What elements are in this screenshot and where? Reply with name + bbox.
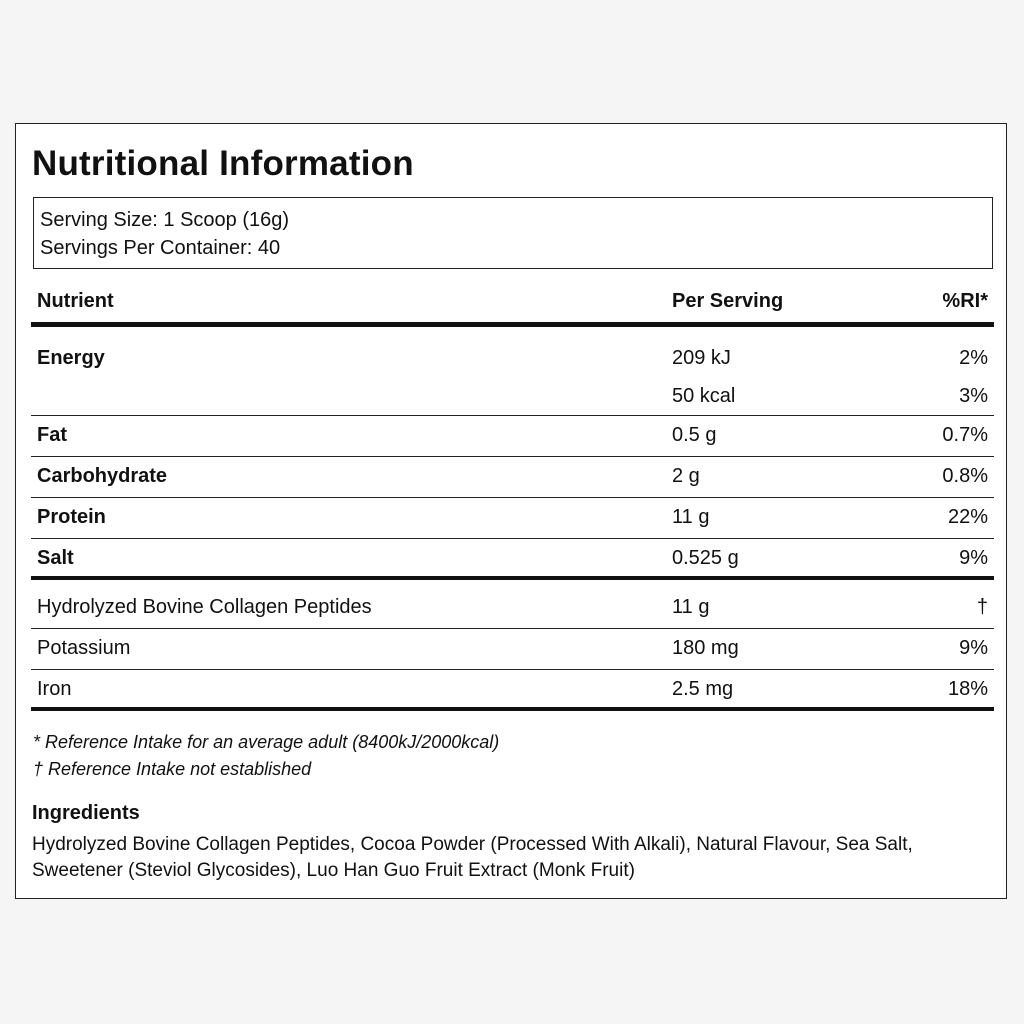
nutrient-ri-kcal: 3%	[959, 385, 988, 407]
nutrient-value: 2 g	[672, 465, 700, 487]
nutrient-value: 2.5 mg	[672, 678, 734, 700]
table-row	[31, 416, 994, 457]
nutrient-value: 11 g	[672, 506, 710, 528]
serving-size: Serving Size: 1 Scoop (16g)	[40, 209, 290, 231]
table-row	[31, 670, 994, 711]
table-row	[31, 539, 994, 580]
nutrient-name: Iron	[37, 678, 72, 700]
nutrient-name: Protein	[37, 506, 106, 528]
header-ri: %RI*	[942, 290, 988, 312]
nutrient-ri: 9%	[959, 547, 988, 569]
nutrient-ri-kj: 2%	[959, 347, 988, 369]
table-row	[31, 498, 994, 539]
nutrient-ri: 18%	[947, 678, 988, 700]
nutrient-value: 0.5 g	[672, 424, 717, 446]
nutrient-name: Potassium	[37, 637, 131, 659]
ingredients-text: Hydrolyzed Bovine Collagen Peptides, Cocoa Powder (Processed With Alkali), Natural Flavour, Sea Salt, Sweetener (Steviol Glycosides), Luo Han Guo Fruit Extract (Monk Fruit)	[32, 834, 913, 881]
nutrient-value: 11 g	[672, 596, 710, 618]
nutrient-value-kj: 209 kJ	[672, 347, 731, 369]
table-row	[31, 580, 994, 629]
nutrition-table	[31, 279, 994, 711]
nutrient-ri: †	[976, 596, 988, 618]
table-header-row	[31, 279, 994, 327]
nutrient-ri: 0.8%	[942, 465, 988, 487]
nutrient-value: 0.525 g	[672, 547, 739, 569]
table-row	[31, 629, 994, 670]
nutrient-name: Energy	[37, 347, 105, 369]
nutrient-name: Fat	[37, 424, 67, 446]
header-nutrient: Nutrient	[37, 290, 114, 312]
nutrient-name: Salt	[37, 547, 74, 569]
nutrient-value-kcal: 50 kcal	[672, 385, 736, 407]
nutrient-name: Carbohydrate	[37, 465, 168, 487]
nutrition-label	[15, 123, 1007, 899]
table-row	[31, 457, 994, 498]
nutrient-ri: 0.7%	[942, 424, 988, 446]
footnotes	[33, 729, 499, 783]
dagger-footnote: † Reference Intake not established	[33, 759, 312, 779]
nutrient-ri: 9%	[959, 637, 988, 659]
nutrient-value: 180 mg	[672, 637, 739, 659]
header-per-serving: Per Serving	[672, 290, 784, 312]
nutrient-name: Hydrolyzed Bovine Collagen Peptides	[37, 596, 372, 618]
serving-info-box	[33, 197, 993, 269]
table-row-energy	[31, 327, 994, 416]
ingredients-title: Ingredients	[32, 802, 140, 824]
nutrient-ri: 22%	[947, 506, 988, 528]
label-title: Nutritional Information	[32, 144, 414, 183]
servings-per-container: Servings Per Container: 40	[40, 237, 281, 259]
ri-footnote: * Reference Intake for an average adult (8400kJ/2000kcal)	[33, 732, 500, 752]
